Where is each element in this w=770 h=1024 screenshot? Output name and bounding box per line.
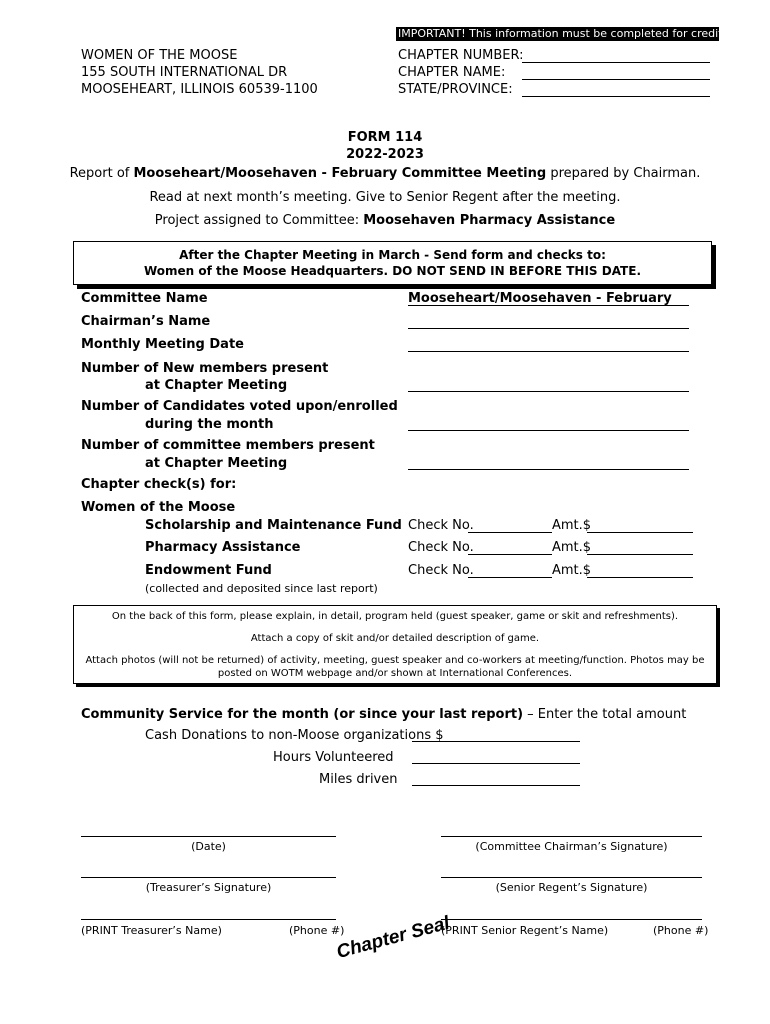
meeting-date-label: Monthly Meeting Date — [81, 337, 244, 352]
chairman-signature-line[interactable] — [441, 836, 702, 837]
send-instructions-box — [73, 241, 712, 285]
check-no-label: Check No. — [408, 540, 474, 555]
date-line[interactable] — [81, 836, 336, 837]
address-line1: 155 SOUTH INTERNATIONAL DR — [81, 65, 288, 80]
miles-field[interactable] — [412, 785, 580, 786]
chairman-signature-caption: (Committee Chairman’s Signature) — [475, 840, 668, 853]
wotm-label: Women of the Moose — [81, 500, 236, 515]
checks-label: Chapter check(s) for: — [81, 477, 237, 492]
chapter-name-label: CHAPTER NAME: — [398, 65, 506, 80]
instructions-box — [73, 605, 717, 684]
committee-members-field[interactable] — [408, 469, 689, 470]
committee-name-value: Mooseheart/Moosehaven - February — [408, 291, 672, 306]
new-members-field[interactable] — [408, 391, 689, 392]
instructions-line3: Attach photos (will not be returned) of activity, meeting, guest speaker and co-workers at meeting/function. Photos may be — [85, 655, 705, 666]
check-no-label: Check No. — [408, 518, 474, 533]
community-heading-bold: Community Service for the month (or since your last report) — [81, 707, 524, 722]
meeting-date-field[interactable] — [408, 351, 689, 352]
regent-name-line[interactable] — [441, 919, 702, 920]
chapter-seal: Chapter Seal — [334, 912, 452, 964]
committee-name-field[interactable] — [408, 305, 689, 306]
regent-phone-caption: (Phone #) — [653, 924, 709, 937]
check-no-label: Check No. — [408, 563, 474, 578]
org-name: WOMEN OF THE MOOSE — [81, 48, 238, 63]
check-no-field-scholarship[interactable] — [468, 532, 552, 533]
chapter-name-field[interactable] — [522, 79, 710, 80]
regent-signature-caption: (Senior Regent’s Signature) — [495, 881, 648, 894]
project-line — [0, 213, 770, 228]
report-line — [0, 166, 770, 181]
send-line1: After the Chapter Meeting in March - Send form and checks to: — [179, 248, 606, 262]
check-fund-pharmacy: Pharmacy Assistance — [145, 540, 301, 555]
project-prefix: Project assigned to Committee: — [154, 213, 364, 228]
collected-note: (collected and deposited since last report) — [145, 582, 378, 595]
regent-name-caption: (PRINT Senior Regent’s Name) — [441, 924, 609, 937]
treasurer-signature-caption: (Treasurer’s Signature) — [145, 881, 272, 894]
check-no-field-endowment[interactable] — [468, 577, 552, 578]
check-fund-scholarship: Scholarship and Maintenance Fund — [145, 518, 402, 533]
read-line: Read at next month’s meeting. Give to Senior Regent after the meeting. — [149, 190, 621, 205]
form-number: FORM 114 — [347, 130, 423, 145]
candidates-label-2: during the month — [145, 417, 274, 432]
amt-label: Amt.$ — [552, 540, 592, 555]
miles-label: Miles driven — [319, 772, 398, 787]
treasurer-signature-line[interactable] — [81, 877, 336, 878]
treasurer-name-line[interactable] — [81, 919, 336, 920]
amt-field-endowment[interactable] — [587, 577, 693, 578]
cash-label: Cash Donations to non-Moose organizations $ — [145, 728, 444, 743]
hours-field[interactable] — [412, 763, 580, 764]
chairman-label: Chairman’s Name — [81, 314, 211, 329]
chapter-number-field[interactable] — [522, 62, 710, 63]
instructions-line2: Attach a copy of skit and/or detailed description of game. — [250, 633, 540, 644]
form-year: 2022-2023 — [346, 147, 424, 162]
committee-members-label: Number of committee members present — [81, 438, 375, 453]
new-members-label: Number of New members present — [81, 361, 329, 376]
check-fund-endowment: Endowment Fund — [145, 563, 272, 578]
instructions-line1: On the back of this form, please explain, in detail, program held (guest speaker, game or skit and refreshments). — [111, 611, 679, 622]
chapter-number-label: CHAPTER NUMBER: — [398, 48, 524, 63]
project-name: Moosehaven Pharmacy Assistance — [363, 213, 616, 228]
candidates-field[interactable] — [408, 430, 689, 431]
amt-label: Amt.$ — [552, 563, 592, 578]
cash-field[interactable] — [412, 741, 580, 742]
amt-label: Amt.$ — [552, 518, 592, 533]
hours-label: Hours Volunteered — [273, 750, 394, 765]
amt-field-scholarship[interactable] — [587, 532, 693, 533]
treasurer-phone-caption: (Phone #) — [289, 924, 345, 937]
community-heading-rest: – Enter the total amount — [523, 707, 687, 722]
report-prefix: Report of — [69, 166, 134, 181]
instructions-line4: posted on WOTM webpage and/or shown at International Conferences. — [217, 668, 573, 679]
amt-field-pharmacy[interactable] — [587, 554, 693, 555]
date-caption: (Date) — [191, 840, 226, 853]
regent-signature-line[interactable] — [441, 877, 702, 878]
address-line2: MOOSEHEART, ILLINOIS 60539-1100 — [81, 82, 318, 97]
important-notice: IMPORTANT! This information must be completed for credit! — [398, 27, 727, 40]
report-suffix: prepared by Chairman. — [546, 166, 701, 181]
committee-name-label: Committee Name — [81, 291, 208, 306]
report-meeting: Mooseheart/Moosehaven - February Committee Meeting — [133, 166, 547, 181]
state-label: STATE/PROVINCE: — [398, 82, 513, 97]
committee-members-label-2: at Chapter Meeting — [145, 456, 288, 471]
candidates-label: Number of Candidates voted upon/enrolled — [81, 399, 398, 414]
community-heading — [81, 707, 686, 722]
treasurer-name-caption: (PRINT Treasurer’s Name) — [81, 924, 222, 937]
new-members-label-2: at Chapter Meeting — [145, 378, 288, 393]
send-line2: Women of the Moose Headquarters. DO NOT SEND IN BEFORE THIS DATE. — [143, 264, 641, 278]
check-no-field-pharmacy[interactable] — [468, 554, 552, 555]
chairman-field[interactable] — [408, 328, 689, 329]
state-field[interactable] — [522, 96, 710, 97]
